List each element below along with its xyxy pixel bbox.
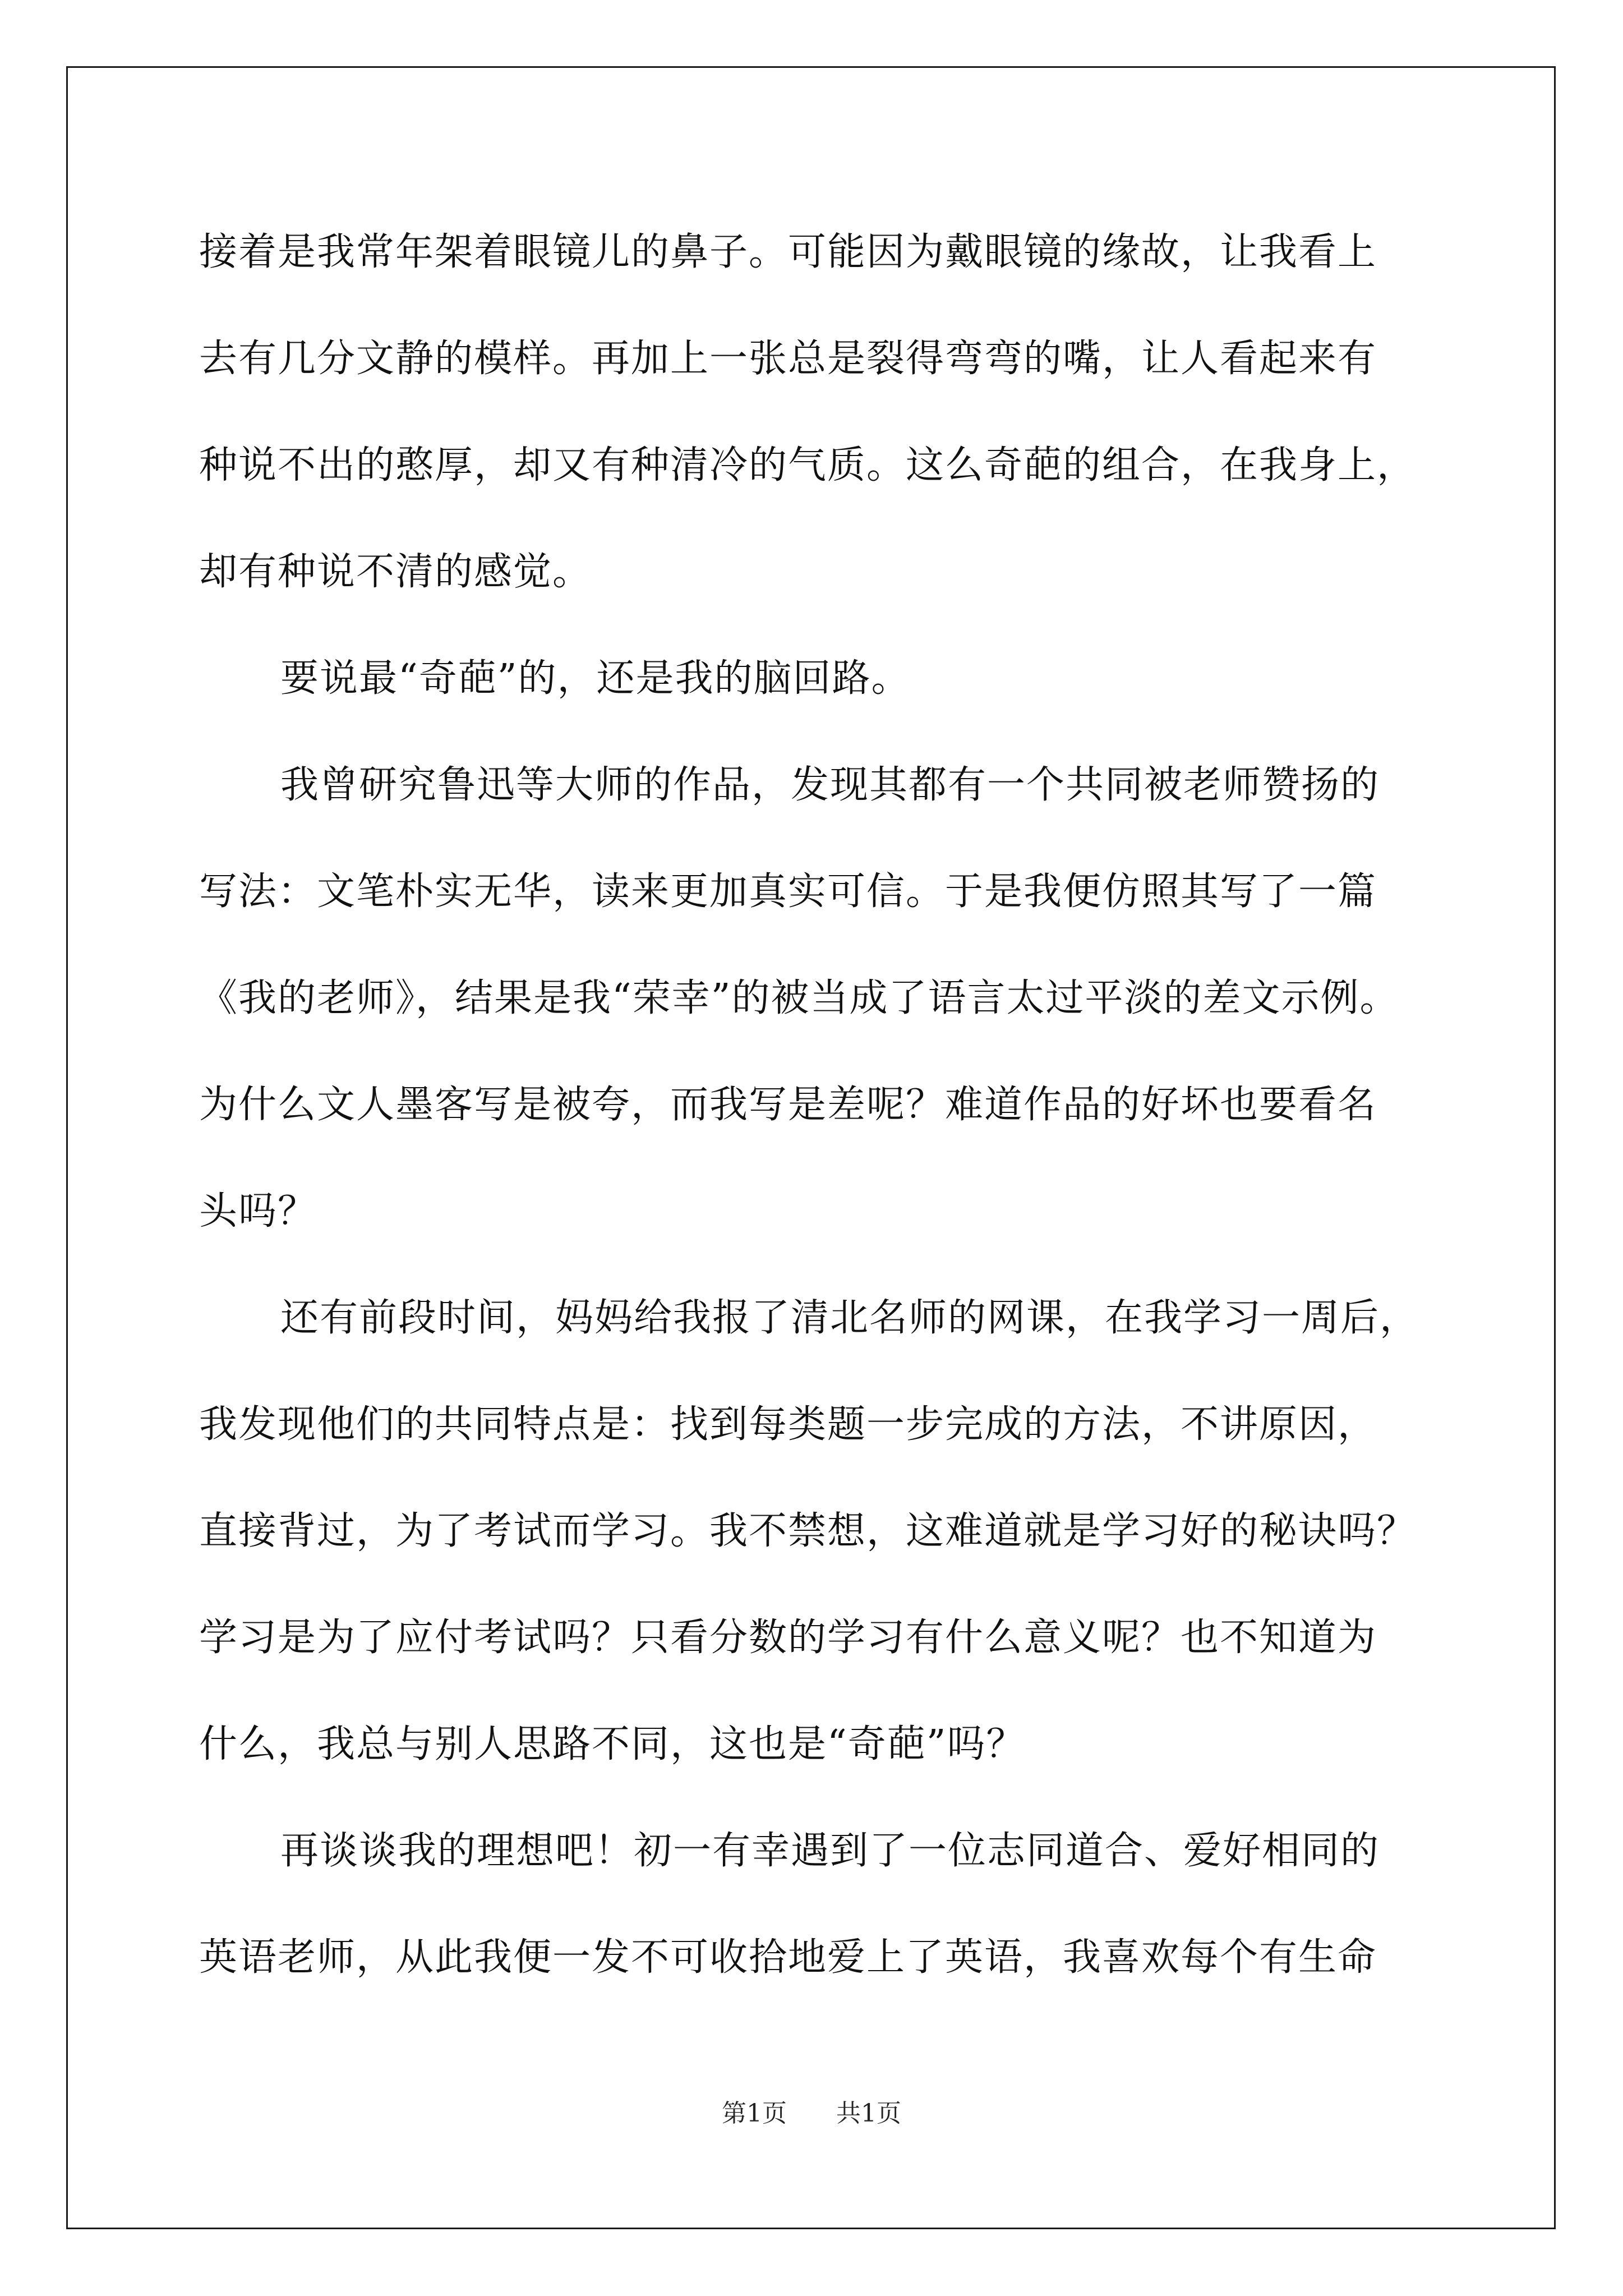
page-number: 第1页 <box>722 2099 787 2128</box>
text-line: 英语老师，从此我便一发不可收拾地爱上了英语，我喜欢每个有生命 <box>199 1935 1377 1980</box>
text-line: 学习是为了应付考试吗？只看分数的学习有什么意义呢？也不知道为 <box>199 1616 1377 1660</box>
paragraph-first-line: 要说最“奇葩”的，还是我的脑回路。 <box>280 656 911 701</box>
text-line: 我发现他们的共同特点是：找到每类题一步完成的方法，不讲原因， <box>199 1402 1377 1447</box>
page-total: 共1页 <box>836 2099 901 2128</box>
text-line: 直接背过，为了考试而学习。我不禁想，这难道就是学习好的秘诀吗？ <box>199 1509 1417 1553</box>
text-line: 写法：文笔朴实无华，读来更加真实可信。于是我便仿照其写了一篇 <box>199 869 1377 914</box>
paragraph-first-line: 再谈谈我的理想吧！初一有幸遇到了一位志同道合、爱好相同的 <box>280 1829 1380 1873</box>
paragraph-first-line: 还有前段时间，妈妈给我报了清北名师的网课，在我学习一周后， <box>280 1296 1419 1340</box>
page-border <box>66 66 1556 2229</box>
text-line: 却有种说不清的感觉。 <box>199 550 592 594</box>
text-line: 去有几分文静的模样。再加上一张总是裂得弯弯的嘴，让人看起来有 <box>199 337 1377 381</box>
text-line: 种说不出的憨厚，却又有种清冷的气质。这么奇葩的组合，在我身上， <box>199 443 1417 487</box>
text-line: 头吗？ <box>199 1189 317 1234</box>
text-line: 《我的老师》，结果是我“荣幸”的被当成了语言太过平淡的差文示例。 <box>199 976 1399 1020</box>
text-line: 什么，我总与别人思路不同，这也是“奇葩”吗？ <box>199 1722 1026 1766</box>
page-footer <box>0 2097 1623 2131</box>
paragraph-first-line: 我曾研究鲁迅等大师的作品，发现其都有一个共同被老师赞扬的 <box>280 763 1380 807</box>
text-line: 接着是我常年架着眼镜儿的鼻子。可能因为戴眼镜的缘故，让我看上 <box>199 230 1377 274</box>
text-line: 为什么文人墨客写是被夸，而我写是差呢？难道作品的好坏也要看名 <box>199 1083 1377 1127</box>
